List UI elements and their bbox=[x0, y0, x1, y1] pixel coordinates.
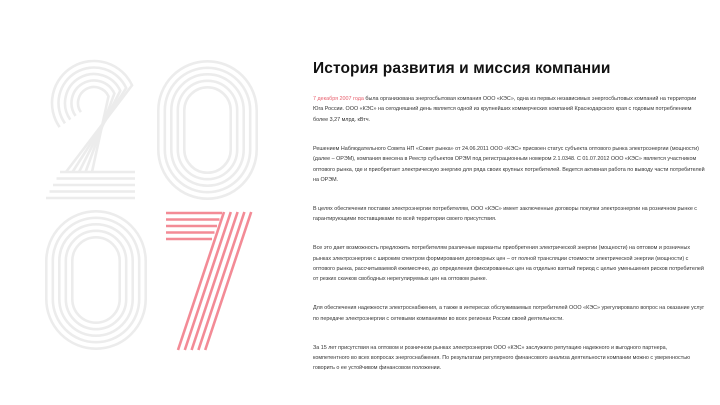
digit-zero-top bbox=[158, 61, 256, 198]
digit-zero-bottom bbox=[46, 211, 145, 348]
year-2007-decoration bbox=[0, 0, 300, 405]
history-text bbox=[313, 94, 705, 392]
digit-two bbox=[46, 61, 135, 198]
digit-stroke bbox=[184, 87, 230, 172]
digit-stroke bbox=[171, 74, 243, 185]
digit-stroke bbox=[59, 224, 132, 335]
paragraph-pricing-options: Все это дает возможность предложить потребителям различные варианты приобретения электрической энергии (мощности) на оптовом и розничных рынках электроэнергии с широким спектром формирования договорных цен – от полной трансляции стоимости электрической энергии (мощности) с оптового рынка, рассчитываемой ежемесячно, до определения фиксированных цен на отдельно взятый период с целью уменьшения рисков потребителей от резких скачков свободных нерегулируемых цен на оптовом рынке. bbox=[313, 245, 704, 283]
digit-seven bbox=[166, 212, 251, 350]
founding-date: 7 декабря 2007 года bbox=[313, 96, 364, 102]
paragraph-founding bbox=[313, 94, 705, 125]
paragraph-text: была организована энергосбытовая компания ООО «КЭС», одна из первых независимых энергосбытовых компаний на территории Юга России. ООО «КЭС» на сегодняшний день является одной из крупнейших коммерческих компаний Краснодарского края с годовым потреблением более 3,27 млрд. кВтч. bbox=[313, 96, 697, 123]
paragraph-retail-contracts: В целях обеспечения поставки электроэнергии потребителям, ООО «КЭС» имеет заключенные договоры покупки электроэнергии на розничном рынке с гарантирующими поставщиками по всей территории своего присутствия. bbox=[313, 205, 698, 223]
digit-stroke bbox=[66, 231, 126, 329]
paragraph-reputation: За 15 лет присутствия на оптовом и розничном рынках электроэнергии ООО «КЭС» заслужило репутацию надежного и выгодного партнера, компетентного во всех вопросах энергоснабжения. По результатам регулярного финансового анализа деятельности компании можно с уверенностью говорить о ее устойчивом финансовом положении. bbox=[313, 344, 691, 372]
page-title: История развития и миссия компании bbox=[313, 60, 611, 77]
digit-stroke bbox=[72, 237, 119, 322]
paragraph-grid-services: Для обеспечения надежности электроснабжения, а также в интересах обслуживаемых потребителей ООО «КЭС» урегулировало вопрос на оказание услуг по передаче электроэнергии с сетевыми компаниями во всех регионах России своей деятельности. bbox=[313, 305, 705, 322]
digit-stroke bbox=[78, 87, 109, 172]
digit-stroke bbox=[178, 81, 237, 179]
paragraph-orem-status: Решением Наблюдательного Совета НП «Совет рынка» от 24.06.2011 ООО «КЭС» присвоен статус субъекта оптового рынка электроэнергии (мощности) (далее – ОРЭМ), компания внесена в Реестр субъектов ОРЭМ под регистрационным номером 2.1.0348. С 01.07.2012 ООО «КЭС» является участником оптового рынка, где и приобретает электрическую энергию для ряда своих крупных потребителей. Ведется активная работа по выводу части потребителей на ОРЭМ. bbox=[313, 145, 705, 183]
